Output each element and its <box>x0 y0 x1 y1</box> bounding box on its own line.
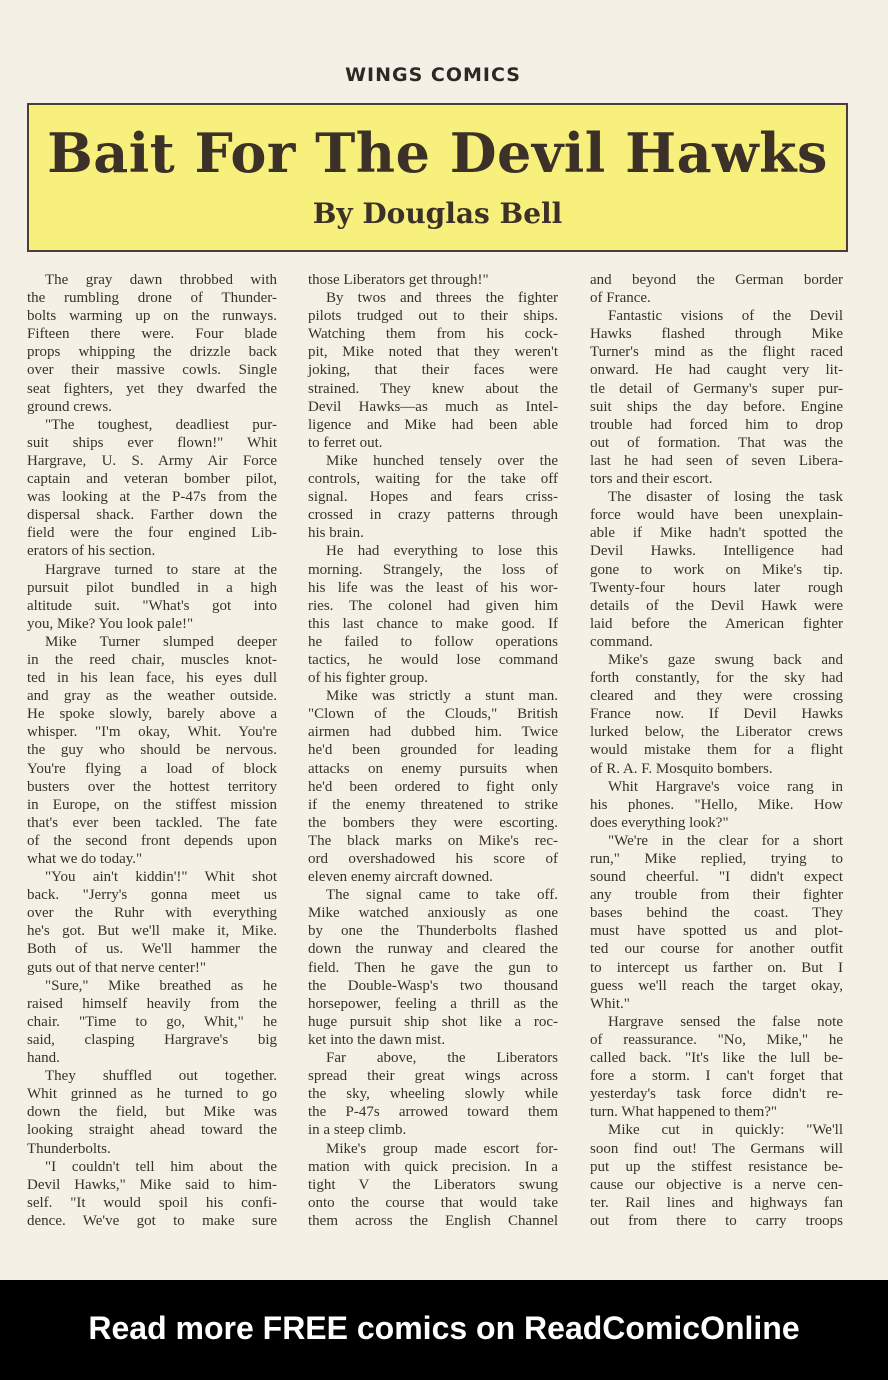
text-line: down the field, but Mike was <box>27 1104 277 1121</box>
text-line: command. <box>590 633 653 650</box>
text-line: gone to work on Mike's tip. <box>590 561 843 578</box>
text-line: Twenty-four hours later rough <box>590 579 843 596</box>
text-line: does everything look?" <box>590 814 729 831</box>
text-line: Mike's gaze swung back and <box>608 651 843 668</box>
text-line: Fantastic visions of the Devil <box>608 308 843 325</box>
paragraph <box>27 561 277 633</box>
text-line: The signal came to take off. <box>326 887 558 904</box>
paragraph <box>27 977 277 1067</box>
paragraph <box>27 1067 277 1157</box>
paragraph <box>590 1013 843 1122</box>
text-line: run," Mike replied, trying to <box>590 851 843 867</box>
text-line: back. "Jerry's gonna meet us <box>27 887 277 904</box>
text-line: cleared and they were crossing <box>590 688 843 705</box>
text-line: "I couldn't tell him about the <box>45 1158 277 1175</box>
text-line: tactics, he would lose command <box>308 651 558 668</box>
text-line: "You ain't kiddin'!" Whit shot <box>45 869 277 886</box>
text-line: The black marks on Mike's rec- <box>308 832 558 849</box>
text-line: pursuit pilot bundled in a high <box>27 579 277 596</box>
text-line: the guy who should be nervous. <box>27 742 277 759</box>
text-line: Hargrave, U. S. Army Air Force <box>27 452 277 469</box>
text-line: controls, waiting for the take off <box>308 471 558 488</box>
text-line: crossed in crazy patterns through <box>308 507 558 524</box>
text-line: this last chance to make good. If <box>308 615 558 632</box>
text-line: ligence and Mike had been able <box>308 416 558 433</box>
paragraph <box>308 452 558 542</box>
text-line: "The toughest, deadliest pur- <box>45 416 277 433</box>
paragraph <box>308 542 558 687</box>
text-line: "Clown of the Clouds," British <box>308 706 558 723</box>
text-line: them across the English Channel <box>308 1212 558 1229</box>
text-line: The disaster of losing the task <box>608 489 843 506</box>
paragraph <box>590 832 843 1013</box>
text-line: ord overshadowed his score of <box>308 851 558 867</box>
text-line: erators of his section. <box>27 543 156 560</box>
text-line: chair. "Time to go, Whit," he <box>27 1013 277 1030</box>
paragraph <box>27 633 277 868</box>
text-line: France now. If Devil Hawks <box>590 706 843 723</box>
text-line: pilots trudged out to their ships. <box>308 308 558 325</box>
text-line: yesterday's task force didn't re- <box>590 1086 843 1103</box>
text-line: Thunderbolts. <box>27 1140 111 1157</box>
text-line: fore a storm. I can't forget that <box>590 1068 843 1085</box>
text-line: trouble had forced him to drop <box>590 416 843 433</box>
text-line: he'd been grounded for leading <box>308 742 558 759</box>
text-line: sound cheerful. "I didn't expect <box>590 869 843 886</box>
text-line: Devil Hawks. Intelligence had <box>590 543 843 560</box>
text-line: Whit Hargrave's voice rang in <box>608 778 843 795</box>
text-line: signal. Hopes and fears criss- <box>308 489 558 506</box>
text-line: lurked below, the Liberator crews <box>590 724 843 741</box>
text-line: last he had seen of seven Libera- <box>590 452 843 469</box>
text-line: the P-47s arrowed toward them <box>308 1104 558 1121</box>
story-byline: By Douglas Bell <box>312 197 563 230</box>
text-line: huge pursuit ship shot like a roc- <box>308 1013 558 1030</box>
text-line: You're flying a load of block <box>27 760 277 777</box>
text-line: captain and veteran bomber pilot, <box>27 471 277 488</box>
text-line: he's got. But we'll make it, Mike. <box>27 923 277 940</box>
text-line: eleven enemy aircraft downed. <box>308 869 493 886</box>
paragraph <box>308 271 558 289</box>
text-line: out from there to carry troops <box>590 1212 843 1229</box>
text-line: suit ships ever flown!" Whit <box>27 434 277 451</box>
text-line: the Double-Wasp's two thousand <box>308 977 558 994</box>
text-line: field were the four engined Lib- <box>27 525 277 542</box>
text-line: Mike cut in quickly: "We'll <box>608 1122 843 1139</box>
text-line: in Europe, on the stiffest mission <box>27 796 277 813</box>
text-line: guts out of that nerve center!" <box>27 959 206 976</box>
text-line: Hawks flashed through Mike <box>590 326 843 343</box>
text-line: any trouble from their fighter <box>590 887 843 904</box>
text-line: Mike was strictly a stunt man. <box>326 688 558 705</box>
text-line: able if Mike hadn't spotted the <box>590 525 843 542</box>
text-line: the rumbling drone of Thunder- <box>27 290 277 307</box>
text-line: ground crews. <box>27 398 112 415</box>
text-line: ted in his lean face, his eyes dull <box>27 670 277 687</box>
text-line: to intercept us farther on. But I <box>590 959 843 976</box>
text-line: those Liberators get through!" <box>308 272 489 288</box>
paragraph <box>27 868 277 977</box>
text-line: details of the Devil Hawk were <box>590 597 843 614</box>
text-line: Devil Hawks," Mike said to him- <box>27 1176 277 1193</box>
text-line: of his fighter group. <box>308 670 428 687</box>
text-line: over the Ruhr with everything <box>27 905 277 922</box>
paragraph <box>590 778 843 832</box>
paragraph <box>308 687 558 886</box>
text-line: bolts warming up on the runways. <box>27 308 277 325</box>
text-line: soon find out! The Germans will <box>590 1140 843 1157</box>
text-line: Turner's mind as the flight raced <box>590 344 843 361</box>
text-line: Devil Hawks—as much as Intel- <box>308 398 558 415</box>
text-line: They shuffled out together. <box>45 1068 277 1085</box>
text-line: Watching them from his cock- <box>308 326 558 343</box>
text-line: dence. We've got to make sure <box>27 1212 277 1229</box>
text-line: raised himself heavily from the <box>27 995 277 1012</box>
text-line: Whit grinned as he turned to go <box>27 1086 277 1103</box>
text-line: "Sure," Mike breathed as he <box>45 977 277 994</box>
text-line: He had everything to lose this <box>326 543 558 560</box>
text-line: of the second front depends upon <box>27 832 277 849</box>
text-column-2 <box>308 271 558 1230</box>
text-line: force would have been unexplain- <box>590 507 843 524</box>
running-head: WINGS COMICS <box>345 64 521 86</box>
text-line: you, Mike? You look pale!" <box>27 615 194 632</box>
text-line: whisper. "I'm okay, Whit. You're <box>27 724 277 741</box>
text-line: his brain. <box>308 525 364 542</box>
promo-banner[interactable] <box>0 1280 888 1380</box>
text-line: he failed to follow operations <box>308 633 558 650</box>
text-line: hand. <box>27 1050 60 1067</box>
promo-banner-text[interactable]: Read more FREE comics on ReadComicOnline <box>88 1310 800 1346</box>
text-line: "We're in the clear for a short <box>608 832 843 849</box>
text-line: field. Then he gave the gun to <box>308 959 558 976</box>
paragraph <box>590 307 843 488</box>
text-line: guess we'll reach the target okay, <box>590 977 843 994</box>
text-line: tight V the Liberators swung <box>308 1176 558 1193</box>
text-line: busters over the hottest territory <box>27 778 277 795</box>
text-line: props whipping the drizzle back <box>27 344 277 361</box>
text-line: altitude suit. "What's got into <box>27 597 277 614</box>
text-line: would mistake them for a flight <box>590 742 843 759</box>
text-line: his life was the least of his wor- <box>308 579 558 596</box>
text-line: ted our course for another outfit <box>590 941 843 958</box>
text-line: dispersal shack. Farther down the <box>27 507 277 524</box>
text-line: Mike's group made escort for- <box>326 1140 558 1157</box>
paragraph <box>27 271 277 416</box>
text-line: spread their great wings across <box>308 1068 558 1085</box>
paragraph <box>308 1140 558 1230</box>
text-line: what we do today." <box>27 851 143 867</box>
text-line: airmen had dubbed him. Twice <box>308 724 558 741</box>
text-line: morning. Strangely, the loss of <box>308 561 558 578</box>
text-line: ket into the dawn mist. <box>308 1031 446 1048</box>
text-line: By twos and threes the fighter <box>326 290 558 307</box>
text-line: of R. A. F. Mosquito bombers. <box>590 760 773 777</box>
text-line: and gray as the weather outside. <box>27 688 277 705</box>
text-line: in the reed chair, muscles knot- <box>27 651 277 668</box>
text-line: over their massive cowls. Single <box>27 362 277 379</box>
text-line: he'd been ordered to fight only <box>308 778 558 795</box>
text-line: of France. <box>590 290 651 307</box>
text-line: in a steep climb. <box>308 1122 407 1139</box>
text-line: Hargrave sensed the false note <box>608 1013 843 1030</box>
text-line: by one the Thunderbolts flashed <box>308 923 558 940</box>
text-line: self. "It would spoil his confi- <box>27 1194 277 1211</box>
text-line: put up the stiffest resistance be- <box>590 1158 843 1175</box>
text-line: ries. The colonel had given him <box>308 597 558 614</box>
text-line: He spoke slowly, barely above a <box>27 706 277 723</box>
text-line: attacks on enemy pursuits when <box>308 760 558 777</box>
paragraph <box>27 416 277 561</box>
text-line: suit ships the day before. Engine <box>590 398 843 415</box>
text-line: of reassurance. "No, Mike," he <box>590 1031 843 1048</box>
text-line: seat fighters, yet they dwarfed the <box>27 380 277 397</box>
paragraph <box>590 1121 843 1230</box>
text-line: strained. They knew about the <box>308 380 558 397</box>
paragraph <box>590 271 843 307</box>
text-line: the bombers they were escorting. <box>308 814 558 831</box>
text-line: pit, Mike noted that they weren't <box>308 344 558 361</box>
text-line: Mike Turner slumped deeper <box>45 633 277 650</box>
text-line: if the enemy threatened to strike <box>308 796 558 813</box>
text-line: the sky, wheeling slowly while <box>308 1086 558 1103</box>
paragraph <box>590 488 843 651</box>
paragraph <box>308 886 558 1049</box>
text-line: Mike hunched tensely over the <box>326 452 558 469</box>
text-line: joking, that their faces were <box>308 362 558 379</box>
text-line: tle detail of Germany's super pur- <box>590 380 843 397</box>
text-line: onward. He had caught very lit- <box>590 362 843 379</box>
text-line: and beyond the German border <box>590 272 843 288</box>
text-line: Whit." <box>590 995 630 1012</box>
text-line: to ferret out. <box>308 434 383 451</box>
text-column-1 <box>27 271 277 1230</box>
text-line: was looking at the P-47s from the <box>27 489 277 506</box>
text-line: mation with quick precision. In a <box>308 1158 558 1175</box>
text-line: Hargrave turned to stare at the <box>45 561 277 578</box>
text-line: laid before the American fighter <box>590 615 843 632</box>
text-line: his phones. "Hello, Mike. How <box>590 796 843 813</box>
paragraph <box>308 1049 558 1139</box>
text-line: tors and their escort. <box>590 471 713 488</box>
text-line: looking straight ahead toward the <box>27 1122 277 1139</box>
text-line: onto the course that would take <box>308 1194 558 1211</box>
paragraph <box>590 651 843 778</box>
text-line: Both of us. We'll hammer the <box>27 941 277 958</box>
text-line: horsepower, feeling a thrill as the <box>308 995 558 1012</box>
title-box <box>27 103 848 252</box>
text-line: Mike watched anxiously as one <box>308 905 558 922</box>
text-line: down the runway and cleared the <box>308 941 558 958</box>
text-line: forth constantly, for the sky had <box>590 670 843 687</box>
story-title: Bait For The Devil Hawks <box>47 121 828 185</box>
paragraph <box>308 289 558 452</box>
text-line: must have spotted us and plot- <box>590 923 843 940</box>
text-line: ter. Rail lines and highways fan <box>590 1194 843 1211</box>
text-line: Far above, the Liberators <box>326 1050 558 1067</box>
text-line: bases behind the coast. They <box>590 905 843 922</box>
text-line: out of formation. That was the <box>590 434 843 451</box>
text-column-3 <box>590 271 843 1230</box>
text-line: called back. "It's like the lull be- <box>590 1050 843 1067</box>
text-line: that's ever been tackled. The fate <box>27 814 277 831</box>
text-line: cause our objective is a nerve cen- <box>590 1176 843 1193</box>
text-line: turn. What happened to them?" <box>590 1104 778 1121</box>
paragraph <box>27 1158 277 1230</box>
text-line: said, clasping Hargrave's big <box>27 1031 277 1048</box>
text-line: The gray dawn throbbed with <box>45 272 277 288</box>
text-line: Fifteen there were. Four blade <box>27 326 277 343</box>
